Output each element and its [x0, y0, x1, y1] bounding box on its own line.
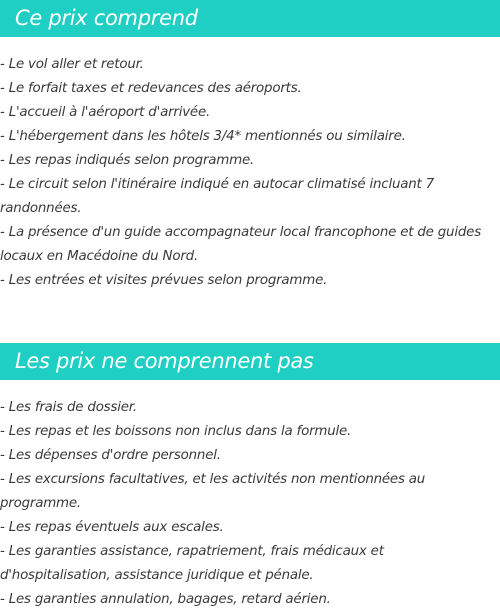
list-item: - Les garanties annulation, bagages, retard aérien.: [0, 592, 331, 607]
list-item: - L'accueil à l'aéroport d'arrivée.: [0, 105, 211, 120]
excluded-section-header: [0, 343, 500, 380]
included-section-title: Ce prix comprend: [15, 6, 198, 30]
list-item: - Les excursions facultatives, et les activités non mentionnées au programme.: [0, 472, 426, 511]
list-item: - Le forfait taxes et redevances des aéroports.: [0, 81, 302, 96]
list-item: - L'hébergement dans les hôtels 3/4* mentionnés ou similaire.: [0, 129, 406, 144]
list-item: - Les repas indiqués selon programme.: [0, 153, 255, 168]
included-items-list: [0, 53, 496, 293]
included-section-header: [0, 0, 500, 37]
list-item: - Les dépenses d'ordre personnel.: [0, 448, 221, 463]
list-item: - Les repas et les boissons non inclus dans la formule.: [0, 424, 352, 439]
list-item: - Les entrées et visites prévues selon programme.: [0, 273, 328, 288]
list-item: - Les repas éventuels aux escales.: [0, 520, 224, 535]
list-item: - Le circuit selon l'itinéraire indiqué en autocar climatisé incluant 7 randonnées.: [0, 177, 434, 216]
excluded-section-title: Les prix ne comprennent pas: [15, 349, 314, 373]
list-item: - La présence d'un guide accompagnateur local francophone et de guides locaux en Macédoine du Nord.: [0, 225, 481, 264]
list-item: - Les frais de dossier.: [0, 400, 137, 415]
excluded-items-list: [0, 396, 496, 612]
list-item: - Le vol aller et retour.: [0, 57, 144, 72]
list-item: - Les garanties assistance, rapatriement, frais médicaux et d'hospitalisation, assistance juridique et pénale.: [0, 544, 384, 583]
